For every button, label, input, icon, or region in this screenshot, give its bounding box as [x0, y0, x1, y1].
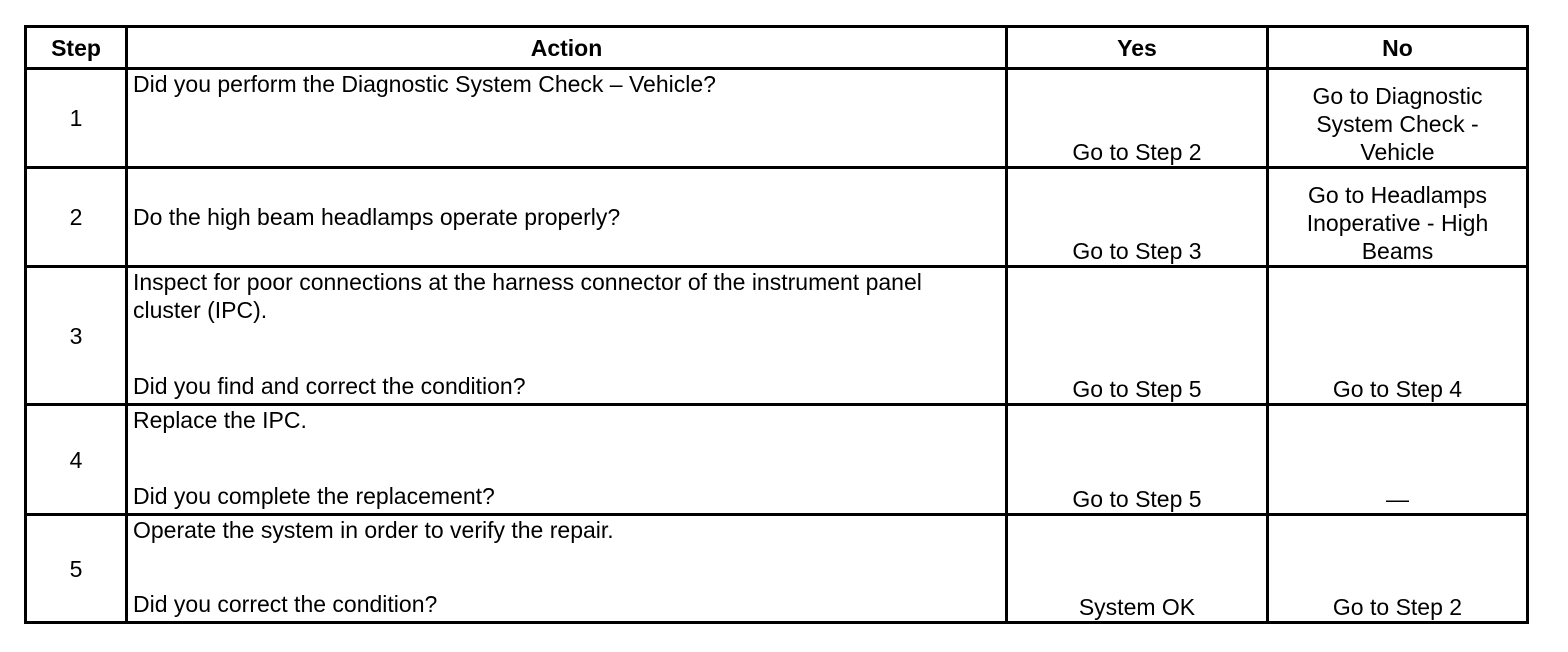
- action-text: Did you perform the Diagnostic System Check – Vehicle?: [133, 71, 716, 97]
- action-text: Operate the system in order to verify the repair.: [133, 517, 614, 543]
- action-cell: [127, 168, 1007, 267]
- action-question: Did you complete the replacement?: [133, 483, 495, 509]
- diagnostic-table: [24, 25, 1529, 624]
- action-cell: [127, 405, 1007, 515]
- header-step: Step: [26, 27, 127, 69]
- table-row: [26, 168, 1528, 267]
- step-number: 2: [26, 168, 127, 267]
- no-text: Go to Headlamps: [1308, 182, 1487, 208]
- table-row: [26, 405, 1528, 515]
- yes-cell: Go to Step 3: [1007, 168, 1268, 267]
- action-cell: [127, 267, 1007, 405]
- step-number: 4: [26, 405, 127, 515]
- no-cell: Go to Step 4: [1268, 267, 1528, 405]
- action-text: cluster (IPC).: [133, 297, 268, 323]
- yes-cell: System OK: [1007, 515, 1268, 623]
- step-number: 3: [26, 267, 127, 405]
- no-text: System Check -: [1316, 111, 1479, 137]
- table-row: [26, 267, 1528, 405]
- no-text: Go to Diagnostic: [1312, 83, 1483, 109]
- no-cell: —: [1268, 405, 1528, 515]
- table-row: [26, 69, 1528, 168]
- header-no: No: [1268, 27, 1528, 69]
- action-question: Did you find and correct the condition?: [133, 373, 526, 399]
- no-text: Beams: [1361, 238, 1434, 264]
- header-action: Action: [127, 27, 1007, 69]
- header-row: [26, 27, 1528, 69]
- yes-cell: Go to Step 5: [1007, 405, 1268, 515]
- step-number: 1: [26, 69, 127, 168]
- no-text: Vehicle: [1360, 139, 1435, 165]
- action-question: Did you correct the condition?: [133, 591, 438, 617]
- action-text: Replace the IPC.: [133, 407, 307, 433]
- action-text: Do the high beam headlamps operate properly?: [133, 204, 621, 230]
- yes-cell: Go to Step 2: [1007, 69, 1268, 168]
- no-cell: [1268, 69, 1528, 168]
- action-cell: [127, 69, 1007, 168]
- no-cell: [1268, 168, 1528, 267]
- table-row: [26, 515, 1528, 623]
- action-text: Inspect for poor connections at the harness connector of the instrument panel: [133, 269, 922, 295]
- header-yes: Yes: [1007, 27, 1268, 69]
- yes-cell: Go to Step 5: [1007, 267, 1268, 405]
- no-text: Inoperative - High: [1306, 210, 1489, 236]
- action-cell: [127, 515, 1007, 623]
- no-cell: Go to Step 2: [1268, 515, 1528, 623]
- step-number: 5: [26, 515, 127, 623]
